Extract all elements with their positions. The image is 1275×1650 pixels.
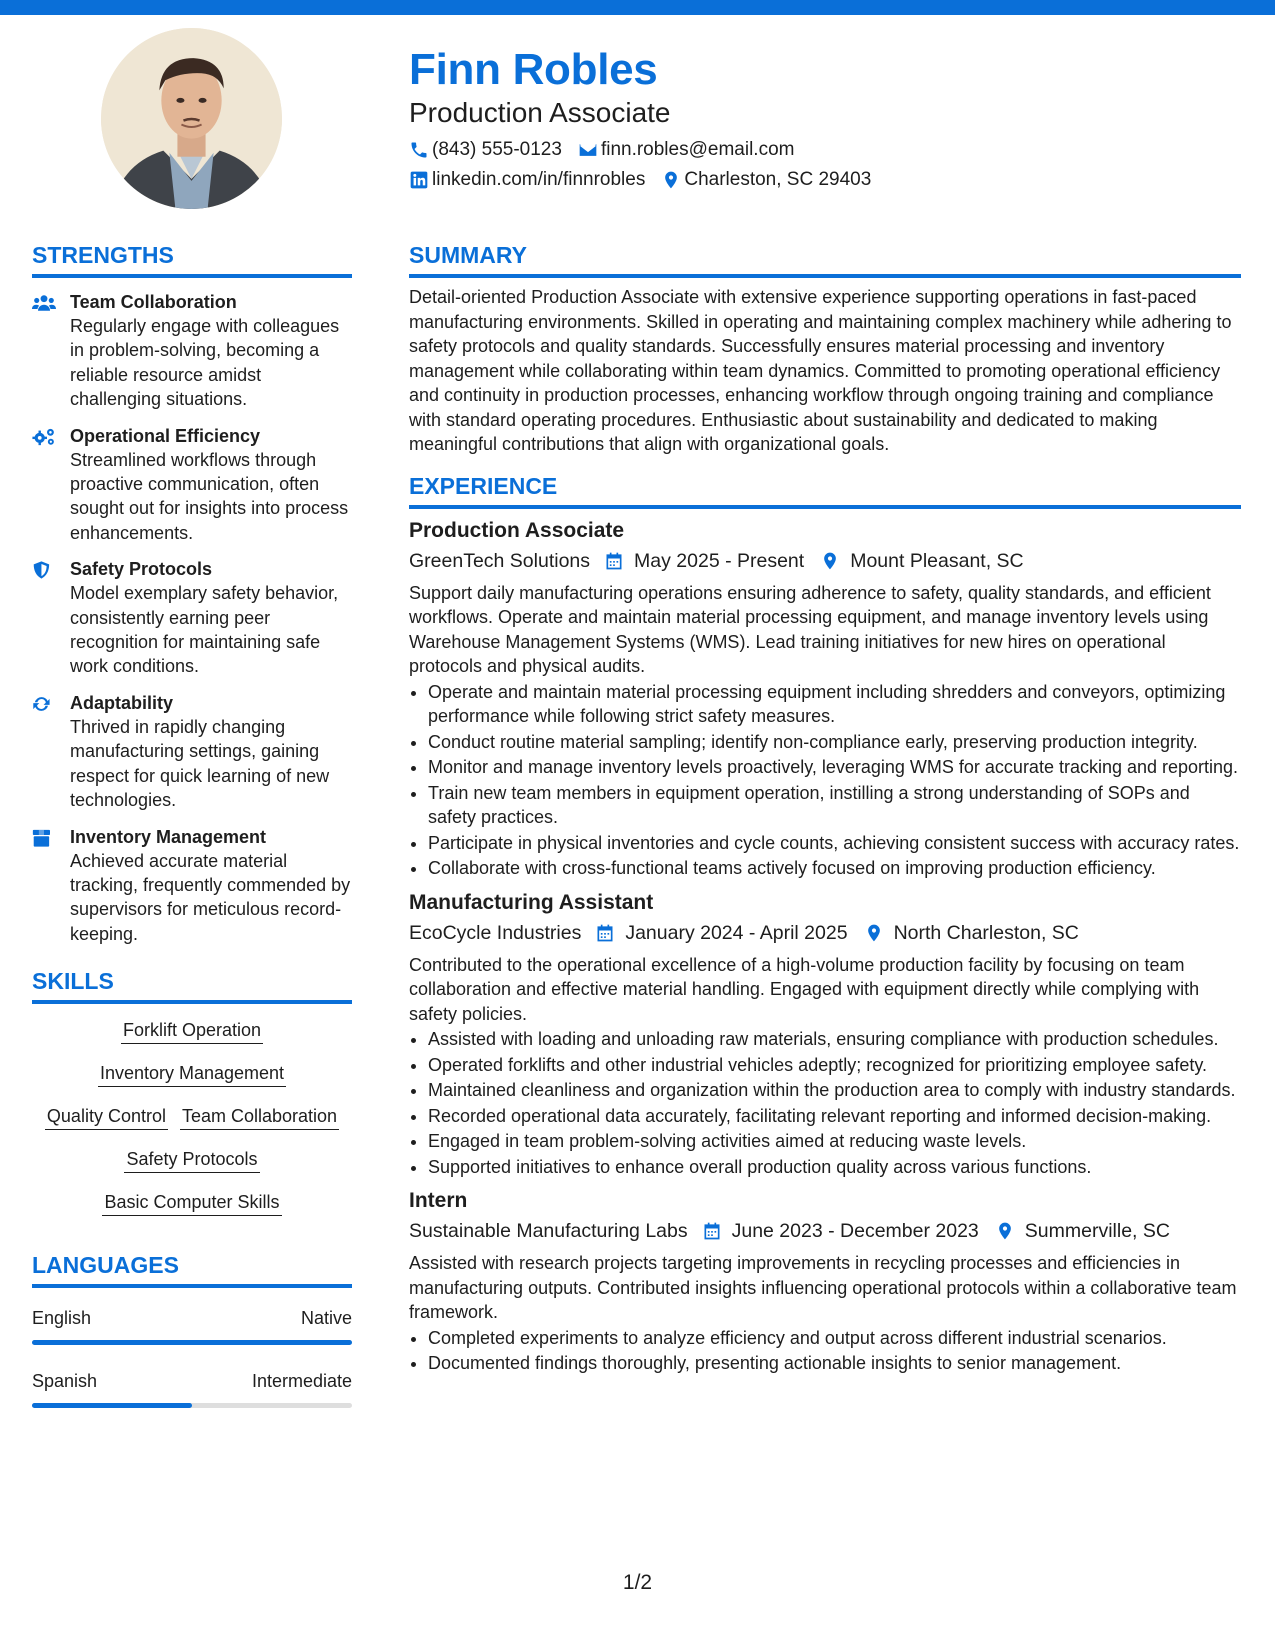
email-text: finn.robles@email.com xyxy=(600,139,795,160)
language-bar xyxy=(32,1403,352,1408)
job-entry xyxy=(409,518,1241,881)
experience-divider xyxy=(409,505,1241,509)
strength-desc: Model exemplary safety behavior, consistently earning peer recognition for maintaining safe work conditions. xyxy=(70,583,339,677)
strength-item xyxy=(32,825,352,947)
experience-heading: EXPERIENCE xyxy=(409,472,558,499)
strength-item xyxy=(32,557,352,679)
location-contact xyxy=(661,168,871,192)
job-company: GreenTech Solutions xyxy=(409,549,591,572)
calendar-icon xyxy=(604,551,624,571)
resume-header xyxy=(409,44,1239,192)
box-icon xyxy=(32,827,56,849)
bullet-item: • Supported initiatives to enhance overall production quality across various functions. xyxy=(428,1155,1241,1180)
bullet-item: • Engaged in team problem-solving activities aimed at reducing waste levels. xyxy=(428,1129,1241,1154)
job-title: Intern xyxy=(409,1189,468,1212)
language-bar xyxy=(32,1340,352,1345)
linkedin-icon xyxy=(409,170,429,190)
left-column xyxy=(32,240,352,1408)
contact-row-2 xyxy=(409,168,1239,192)
linkedin-contact[interactable] xyxy=(409,168,645,192)
summary-divider xyxy=(409,274,1241,278)
shield-icon xyxy=(32,559,56,581)
portrait-image xyxy=(101,28,282,209)
strength-desc: Streamlined workflows through proactive communication, often sought out for insights into process enhancements. xyxy=(70,449,349,543)
strength-desc: Achieved accurate material tracking, frequently commended by supervisors for meticulous record-keeping. xyxy=(70,850,351,944)
bullet-item: • Train new team members in equipment operation, instilling a strong understanding of SOPs and safety practices. xyxy=(428,781,1241,830)
bullet-item: • Operate and maintain material processing equipment including shredders and conveyors, optimizing performance while following strict safety measures. xyxy=(428,680,1241,729)
page-number: 1/2 xyxy=(622,1571,653,1594)
profile-photo xyxy=(101,28,282,209)
phone-contact[interactable] xyxy=(409,138,562,162)
job-bullets xyxy=(409,1326,1241,1376)
location-text: Charleston, SC 29403 xyxy=(684,169,872,190)
job-company: Sustainable Manufacturing Labs xyxy=(409,1220,688,1242)
language-level: Native xyxy=(300,1308,352,1329)
summary-heading: SUMMARY xyxy=(409,242,527,268)
job-meta xyxy=(409,1218,1241,1244)
strength-item xyxy=(32,424,352,546)
map-pin-icon xyxy=(864,923,884,943)
language-bar-fill xyxy=(32,1340,352,1345)
bullet-item: • Operated forklifts and other industrial vehicles adeptly; recognized for prioritizing employee safety. xyxy=(428,1053,1241,1078)
language-name: English xyxy=(32,1308,92,1329)
strength-item xyxy=(32,691,352,813)
linkedin-text: linkedin.com/in/finnrobles xyxy=(432,169,646,190)
map-pin-icon xyxy=(661,170,681,190)
candidate-title: Production Associate xyxy=(409,97,671,128)
job-location: Mount Pleasant, SC xyxy=(850,549,1024,572)
map-pin-icon xyxy=(995,1221,1015,1241)
job-entry xyxy=(409,890,1241,1180)
strength-item xyxy=(32,290,352,412)
job-company: EcoCycle Industries xyxy=(409,921,582,944)
envelope-icon xyxy=(578,140,598,160)
skill-tag: Inventory Management xyxy=(98,1061,286,1087)
email-contact[interactable] xyxy=(578,138,795,162)
bullet-item: • Assisted with loading and unloading raw materials, ensuring compliance with production schedules. xyxy=(428,1027,1241,1052)
contact-row-1 xyxy=(409,138,1239,162)
bullet-item: • Collaborate with cross-functional teams actively focused on improving production efficiency. xyxy=(428,856,1241,881)
bullet-item: • Recorded operational data accurately, facilitating relevant reporting and informed decision-making. xyxy=(428,1104,1241,1129)
job-bullets xyxy=(409,1027,1241,1179)
calendar-icon xyxy=(702,1221,722,1241)
language-bar-fill xyxy=(32,1403,192,1408)
job-description: Assisted with research projects targeting improvements in recycling processes and efficiencies in manufacturing outputs. Contributed insights influencing operational protocols within a collaborative team framework. xyxy=(409,1253,1237,1322)
strength-title: Adaptability xyxy=(70,692,174,713)
job-bullets xyxy=(409,680,1241,881)
job-location: North Charleston, SC xyxy=(893,921,1079,944)
job-meta xyxy=(409,548,1241,574)
cogs-icon xyxy=(32,426,56,448)
job-title: Manufacturing Assistant xyxy=(409,890,654,914)
language-level: Intermediate xyxy=(251,1371,352,1392)
languages-heading: LANGUAGES xyxy=(32,1252,179,1279)
job-description: Support daily manufacturing operations ensuring adherence to safety, quality standards, and efficient workflows. Operate and maintain material processing equipment, and manage inventory levels using Warehouse Management Systems (WMS). Lead training initiatives for new hires on operational protocols and physical audits. xyxy=(409,582,1211,676)
bullet-item: • Completed experiments to analyze efficiency and output across different industrial scenarios. xyxy=(428,1326,1241,1351)
job-meta xyxy=(409,920,1241,946)
job-location: Summerville, SC xyxy=(1024,1220,1170,1242)
bullet-item: • Documented findings thoroughly, presenting actionable insights to senior management. xyxy=(428,1351,1241,1376)
strength-title: Safety Protocols xyxy=(70,559,213,580)
skills-heading: SKILLS xyxy=(32,968,114,995)
sync-icon xyxy=(32,693,56,715)
strength-title: Inventory Management xyxy=(70,826,267,847)
job-entry xyxy=(409,1188,1241,1376)
job-dates: June 2023 - December 2023 xyxy=(731,1220,979,1242)
languages-divider xyxy=(32,1284,352,1288)
skill-tag: Team Collaboration xyxy=(180,1104,339,1130)
skill-tag: Safety Protocols xyxy=(124,1147,259,1173)
skills-list xyxy=(32,1018,352,1216)
strengths-divider xyxy=(32,274,352,278)
skill-tag: Basic Computer Skills xyxy=(102,1190,281,1216)
bullet-item: • Conduct routine material sampling; identify non-compliance early, preserving production integrity. xyxy=(428,730,1241,755)
strength-desc: Regularly engage with colleagues in problem-solving, becoming a reliable resource amidst challenging situations. xyxy=(70,316,340,410)
job-title: Production Associate xyxy=(409,518,625,542)
bullet-item: • Monitor and manage inventory levels proactively, leveraging WMS for accurate tracking and reporting. xyxy=(428,755,1241,780)
phone-icon xyxy=(409,140,429,160)
calendar-icon xyxy=(595,923,615,943)
bullet-item: • Maintained cleanliness and organization within the production area to comply with industry standards. xyxy=(428,1078,1241,1103)
job-description: Contributed to the operational excellence of a high-volume production facility by focusing on team collaboration and effective material handling. Engaged with equipment directly while complying with safety policies. xyxy=(409,954,1200,1024)
users-icon xyxy=(32,292,56,314)
summary-text: Detail-oriented Production Associate with extensive experience supporting operations in fast-paced manufacturing environments. Skilled in operating and maintaining complex machinery while adhering to safety protocols and quality standards. Successfully ensures material processing and inventory management while collaborating within team dynamics. Committed to promoting operational efficiency and continuity in production processes, enhancing workflow through ongoing training and compliance with standard operating procedures. Enthusiastic about sustainability and dedicated to making meaningful contributions that align with organizational goals. xyxy=(409,287,1232,454)
job-dates: May 2025 - Present xyxy=(634,549,805,572)
strength-title: Team Collaboration xyxy=(70,292,237,312)
strengths-heading: STRENGTHS xyxy=(32,242,174,268)
skills-divider xyxy=(32,1000,352,1004)
candidate-name: Finn Robles xyxy=(409,45,658,94)
job-dates: January 2024 - April 2025 xyxy=(625,921,848,944)
skill-tag: Quality Control xyxy=(45,1104,168,1130)
skill-tag: Forklift Operation xyxy=(121,1018,263,1044)
map-pin-icon xyxy=(820,551,840,571)
phone-text: (843) 555-0123 xyxy=(432,139,562,160)
bullet-item: • Participate in physical inventories and cycle counts, achieving consistent success with accuracy rates. xyxy=(428,831,1241,856)
strength-desc: Thrived in rapidly changing manufacturing settings, gaining respect for quick learning of new technologies. xyxy=(70,716,330,811)
right-column xyxy=(409,240,1241,1377)
language-item xyxy=(32,1369,352,1408)
language-item xyxy=(32,1306,352,1345)
language-name: Spanish xyxy=(32,1371,98,1392)
top-accent-bar xyxy=(0,0,1275,15)
strength-title: Operational Efficiency xyxy=(70,425,261,446)
